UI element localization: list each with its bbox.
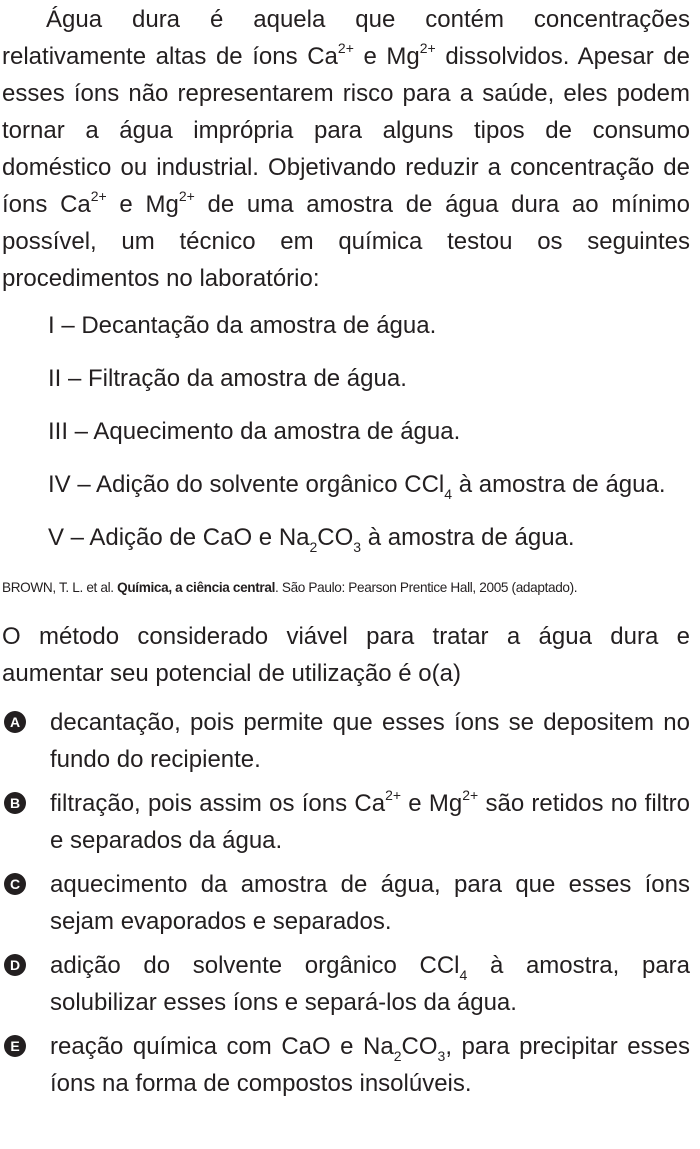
option-e-text-3: , para precipitar esses íons na forma de compostos insolúveis. [50,1033,690,1097]
subscript: 3 [437,1048,446,1064]
option-b-text [50,787,691,854]
option-d-letter-icon: D [4,954,26,976]
intro-text-1: Água dura é aquela que contém concentrações relativamente altas de íons Ca [2,6,690,70]
answer-options [2,704,690,1102]
superscript: 2+ [385,787,402,803]
superscript: 2+ [178,188,195,204]
option-e-letter-icon: E [4,1035,26,1057]
procedure-5 [2,519,690,556]
superscript: 2+ [419,40,436,56]
intro-text-4: e Mg [106,191,179,218]
superscript: 2+ [462,787,479,803]
procedure-3: III – Aquecimento da amostra de água. [48,418,461,445]
option-b[interactable] [2,785,690,859]
option-a[interactable] [2,704,690,778]
subscript: 2 [393,1048,402,1064]
option-b-text-2: e Mg [401,790,463,817]
procedure-4-text: IV – Adição do solvente orgânico CCl [48,471,445,498]
option-e-text-2: CO [401,1033,438,1060]
subscript: 2 [309,539,318,555]
intro-text-5: de uma amostra de água dura ao mínimo possível, um técnico em química testou os seguintes procedimentos no laboratório: [2,191,690,292]
option-d-text-2: à amostra, para solubilizar esses íons e separá-los da água. [50,952,691,1016]
intro-paragraph [2,1,690,297]
option-a-letter-icon: A [4,711,26,733]
option-c-text: aquecimento da amostra de água, para que esses íons sejam evaporados e separados. [50,871,690,935]
source-citation [2,578,690,598]
option-e-text-1: reação química com CaO e Na [50,1033,394,1060]
intro-text-2: e Mg [353,43,420,70]
superscript: 2+ [90,188,107,204]
option-c-letter-icon: C [4,873,26,895]
option-b-text-1: filtração, pois assim os íons Ca [50,790,386,817]
option-d-text [50,952,690,1016]
source-details: . São Paulo: Pearson Prentice Hall, 2005 (adaptado). [275,580,578,595]
subscript: 3 [353,539,362,555]
option-c[interactable] [2,866,690,940]
source-authors: BROWN, T. L. et al. [2,580,118,595]
option-e[interactable] [2,1028,690,1102]
source-title: Química, a ciência central [117,580,276,595]
superscript: 2+ [337,40,354,56]
procedure-2: II – Filtração da amostra de água. [48,365,407,392]
intro-text-3: dissolvidos. Apesar de esses íons não representarem risco para a saúde, eles podem tornar a água imprópria para alguns tipos de consumo doméstico ou industrial. Objetivando reduzir a concentração de íons Ca [2,43,690,218]
option-e-text [50,1033,690,1097]
subscript: 4 [459,967,468,983]
procedure-1: I – Decantação da amostra de água. [48,312,437,339]
option-b-text-3: são retidos no filtro e separados da água. [50,790,691,854]
option-d-text-1: adição do solvente orgânico CCl [50,952,460,979]
subscript: 4 [444,486,453,502]
procedure-4 [2,466,690,503]
question-page [0,1,696,1102]
option-a-text: decantação, pois permite que esses íons se depositem no fundo do recipiente. [50,709,690,773]
option-b-letter-icon: B [4,792,26,814]
procedure-4-text-end: à amostra de água. [452,471,666,498]
procedure-5-text-end: à amostra de água. [361,524,575,551]
procedure-5-text: V – Adição de CaO e Na [48,524,310,551]
option-d[interactable] [2,947,690,1021]
question-stem: O método considerado viável para tratar a água dura e aumentar seu potencial de utilização é o(a) [2,623,690,687]
procedure-5-text-mid: CO [317,524,354,551]
